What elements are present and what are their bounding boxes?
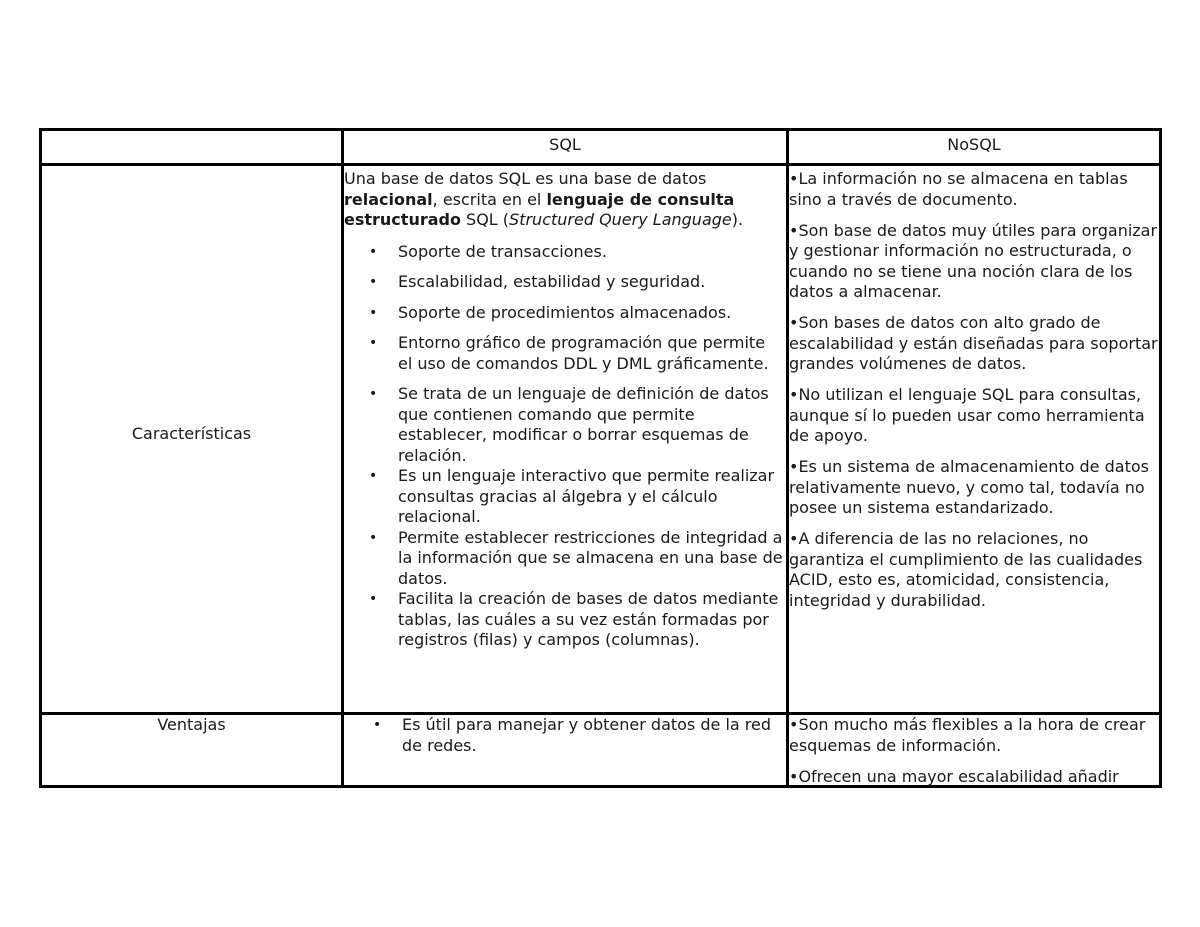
sql-advantages-list [344,715,784,756]
nosql-advantages-cell [789,715,1159,798]
list-item: • Escalabilidad, estabilidad y seguridad. [369,272,706,291]
list-item: • Se trata de un lenguaje de definición de datos que contienen comando que permite establecer, modificar o borrar esquemas de relación. [369,384,769,465]
list-item: • Es útil para manejar y obtener datos de la red de redes. [373,715,771,755]
nosql-paragraph: •A diferencia de las no relaciones, no garantiza el cumplimiento de las cualidades ACID, esto es, atomicidad, consistencia, integridad y durabilidad. [789,529,1143,610]
row-divider [42,163,1159,166]
nosql-paragraph: •Es un sistema de almacenamiento de datos relativamente nuevo, y como tal, todavía no posee un sistema estandarizado. [789,457,1149,517]
sql-characteristics-list [344,242,784,651]
nosql-paragraph: •Son mucho más flexibles a la hora de crear esquemas de información. [789,715,1146,755]
nosql-paragraph: •Son base de datos muy útiles para organizar y gestionar información no estructurada, o cuando no se tiene una noción clara de los datos a almacenar. [789,220,1158,301]
header-nosql: NoSQL [947,135,1001,154]
list-item: • Entorno gráfico de programación que permite el uso de comandos DDL y DML gráficamente. [369,333,769,373]
row-label-ventajas: Ventajas [157,715,226,734]
nosql-characteristics-cell [789,169,1159,622]
sql-characteristics-cell [344,169,784,651]
list-item: • Facilita la creación de bases de datos mediante tablas, las cuáles a su vez están formadas por registros (filas) y campos (columnas). [369,589,779,649]
nosql-paragraph: •No utilizan el lenguaje SQL para consultas, aunque sí lo pueden usar como herramienta de apoyo. [789,385,1145,445]
list-item: • Permite establecer restricciones de integridad a la información que se almacena en una base de datos. [369,527,783,588]
header-sql: SQL [549,135,581,154]
sql-intro-paragraph: Una base de datos SQL es una base de datos relacional, escrita en el lenguaje de consulta estructurado SQL (Structured Query Language). [344,169,744,229]
list-item: • Soporte de transacciones. [369,241,607,261]
nosql-paragraph: •Ofrecen una mayor escalabilidad añadir [789,766,1119,786]
row-label-caracteristicas: Características [131,424,252,443]
nosql-paragraph: •La información no se almacena en tablas sino a través de documento. [789,169,1128,209]
comparison-table [39,128,1162,788]
list-item: • Es un lenguaje interactivo que permite realizar consultas gracias al álgebra y el cálculo relacional. [369,466,775,526]
list-item: • Soporte de procedimientos almacenados. [369,302,732,322]
nosql-paragraph: •Son bases de datos con alto grado de escalabilidad y están diseñadas para soportar grandes volúmenes de datos. [789,313,1158,373]
sql-advantages-cell [344,715,784,756]
